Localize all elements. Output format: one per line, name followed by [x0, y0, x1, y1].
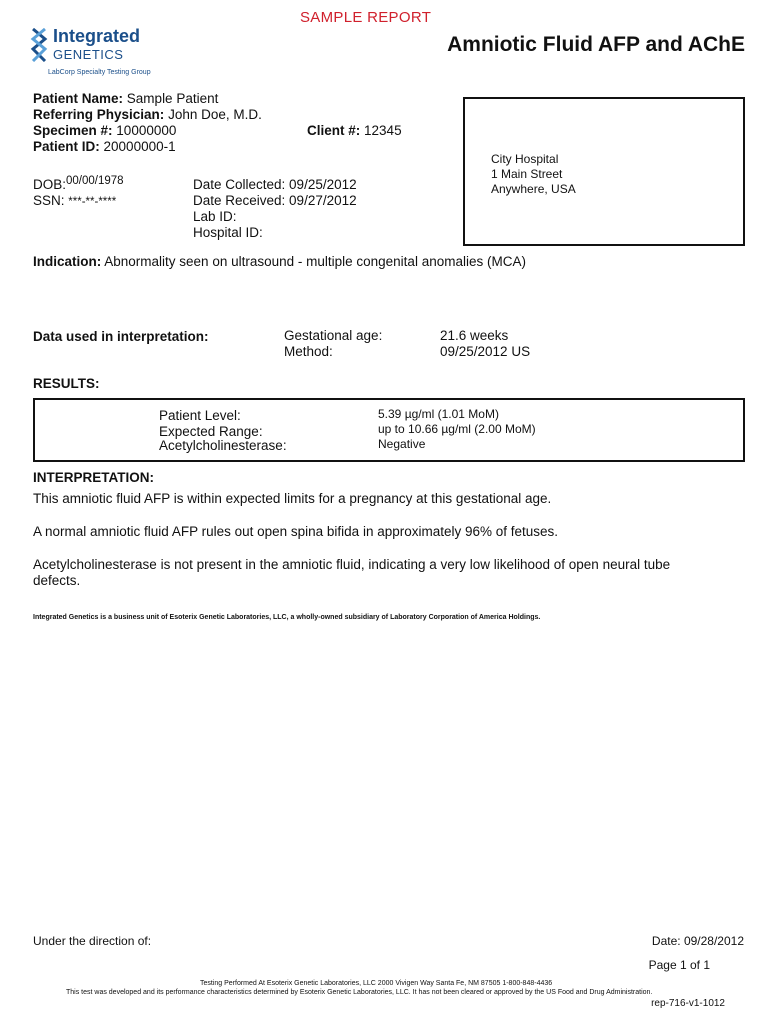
- logo-sub: GENETICS: [53, 47, 124, 62]
- interpretation-data-label: Data used in interpretation:: [33, 329, 209, 344]
- address-line-1: City Hospital: [491, 152, 559, 166]
- indication-text: Abnormality seen on ultrasound - multiple congenital anomalies (MCA): [104, 254, 526, 269]
- expected-range-label: Expected Range:: [159, 424, 263, 439]
- logo-brand: Integrated: [53, 26, 141, 46]
- patient-name-label: Patient Name:: [33, 91, 124, 106]
- dob-value: 00/00/1978: [66, 175, 124, 187]
- client-row: [307, 123, 402, 138]
- specimen-number: 10000000: [116, 123, 177, 138]
- logo-tagline: LabCorp Specialty Testing Group: [48, 69, 151, 76]
- lab-id: Lab ID:: [193, 209, 237, 224]
- patient-name-row: [33, 91, 218, 106]
- ache-value: Negative: [378, 437, 426, 451]
- client-label: Client #:: [307, 123, 361, 138]
- patient-level-label: Patient Level:: [159, 408, 241, 423]
- ssn-row: [33, 193, 116, 208]
- specimen-row: [33, 123, 176, 138]
- gestational-age-label: Gestational age:: [284, 328, 383, 343]
- interpretation-paragraph-3-cont: defects.: [33, 573, 81, 588]
- physician-name: John Doe, M.D.: [168, 107, 262, 122]
- report-title: Amniotic Fluid AFP and AChE: [447, 33, 745, 56]
- testing-performed-note: Testing Performed At Esoterix Genetic Laboratories, LLC 2000 Vivigen Way Santa Fe, NM 87505 1-800-848-4436: [200, 980, 553, 987]
- interpretation-paragraph-2: A normal amniotic fluid AFP rules out open spina bifida in approximately 96% of fetuses.: [33, 524, 559, 539]
- address-box: [463, 97, 745, 246]
- page-number: Page 1 of 1: [648, 958, 710, 972]
- interpretation-paragraph-1: This amniotic fluid AFP is within expected limits for a pregnancy at this gestational age.: [33, 491, 552, 506]
- ssn-value: ***-**-****: [68, 196, 117, 208]
- hospital-id: Hospital ID:: [193, 225, 263, 240]
- results-heading: RESULTS:: [33, 376, 100, 391]
- indication-label: Indication:: [33, 254, 102, 269]
- method-value: 09/25/2012 US: [440, 344, 531, 359]
- ssn-label: SSN:: [33, 193, 65, 208]
- specimen-label: Specimen #:: [33, 123, 113, 138]
- patient-id: 20000000-1: [103, 139, 176, 154]
- client-number: 12345: [364, 123, 402, 138]
- expected-range-value: up to 10.66 µg/ml (2.00 MoM): [378, 422, 536, 436]
- indication-row: [33, 254, 526, 269]
- report-date: Date: 09/28/2012: [651, 934, 744, 948]
- company-disclaimer: Integrated Genetics is a business unit of Esoterix Genetic Laboratories, LLC, a wholly-owned subsidiary of Laboratory Corporation of America Holdings.: [33, 614, 541, 621]
- direction-label: Under the direction of:: [33, 934, 152, 948]
- patient-id-row: [33, 139, 176, 154]
- patient-id-label: Patient ID:: [33, 139, 100, 154]
- physician-row: [33, 107, 262, 122]
- interpretation-paragraph-3: Acetylcholinesterase is not present in the amniotic fluid, indicating a very low likelihood of open neural tube: [33, 557, 671, 572]
- interpretation-heading: INTERPRETATION:: [33, 470, 154, 485]
- date-received: Date Received: 09/27/2012: [193, 193, 357, 208]
- sample-report-label: SAMPLE REPORT: [300, 9, 432, 26]
- address-line-2: 1 Main Street: [491, 167, 563, 181]
- date-collected: Date Collected: 09/25/2012: [193, 177, 357, 192]
- company-logo: [30, 26, 170, 86]
- dna-helix-icon: [30, 28, 48, 62]
- dob-label: DOB:: [33, 177, 67, 192]
- patient-name: Sample Patient: [126, 91, 219, 106]
- ache-label: Acetylcholinesterase:: [159, 438, 287, 453]
- address-line-3: Anywhere, USA: [491, 182, 576, 196]
- fda-disclaimer: This test was developed and its performance characteristics determined by Esoterix Genetic Laboratories, LLC. It has not been cleared or approved by the US Food and Drug Administration.: [66, 989, 653, 996]
- method-label: Method:: [284, 344, 333, 359]
- patient-level-value: 5.39 µg/ml (1.01 MoM): [378, 407, 499, 421]
- gestational-age-value: 21.6 weeks: [440, 328, 509, 343]
- physician-label: Referring Physician:: [33, 107, 165, 122]
- results-box: [33, 398, 745, 462]
- revision-code: rep-716-v1-1012: [651, 998, 725, 1009]
- dob-row: [33, 177, 124, 192]
